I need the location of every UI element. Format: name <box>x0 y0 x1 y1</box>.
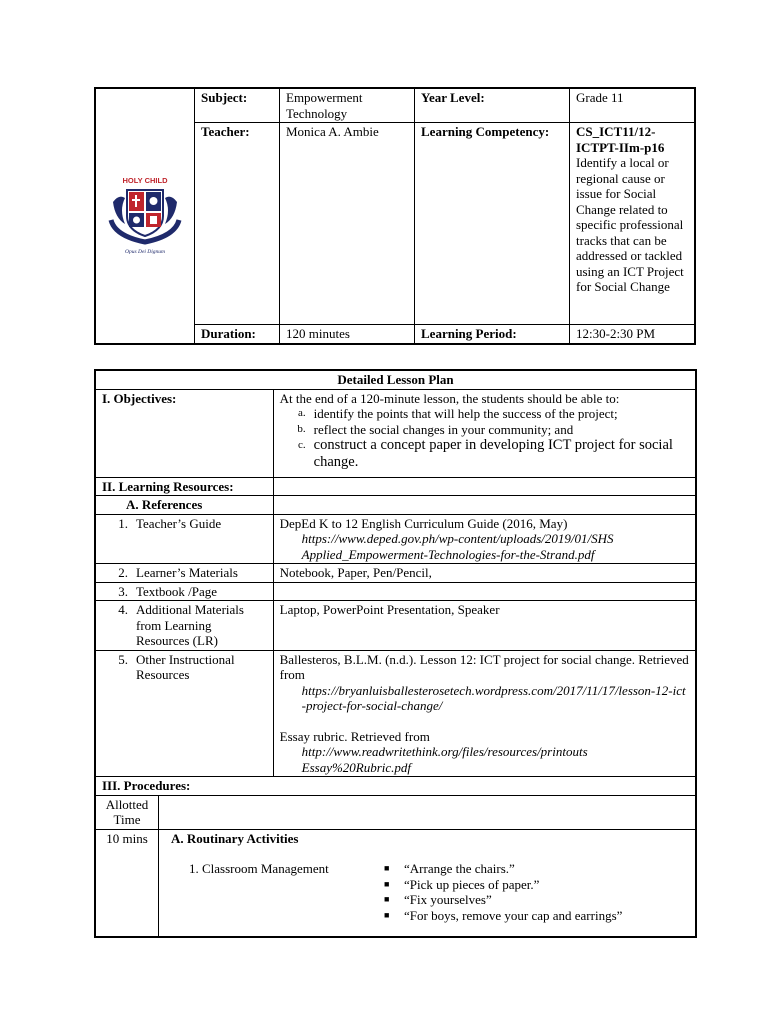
ref-value-4: Laptop, PowerPoint Presentation, Speaker <box>273 601 696 651</box>
subject-label: Subject: <box>195 88 280 123</box>
teacher-label: Teacher: <box>195 123 280 325</box>
ref-value-5: Ballesteros, B.L.M. (n.d.). Lesson 12: ICT project for social change. Retrieved from https://bryanluisballesterosetech.wordpress.com/2017/11/17/lesson-12-ict-project-for-social-change/ Essay rubric. Retrieved from http://www.readwritethink.org/files/resources/printouts Essay%20Rubric.pdf <box>273 650 696 777</box>
list-item: ■ “For boys, remove your cap and earrings” <box>384 907 623 923</box>
list-item: c. construct a concept paper in developing ICT project for social change. <box>298 437 673 470</box>
ref-label-5: 5. Other Instructional Resources <box>95 650 273 777</box>
list-item: ■ “Fix yourselves” <box>384 892 492 907</box>
duration-label: Duration: <box>195 325 280 344</box>
period-label: Learning Period: <box>415 325 570 344</box>
routinary-cell <box>159 829 697 937</box>
competency-code: CS_ICT11/12-ICTPT-IIm-p16 <box>576 124 665 155</box>
management-list <box>384 861 622 923</box>
procedures-label: III. Procedures: <box>95 777 696 796</box>
ref-url-1[interactable]: https://www.deped.gov.ph/wp-content/uploads/2019/01/SHS Applied_Empowerment-Technologies-for-the-Strand.pdf <box>301 531 614 562</box>
list-item: a. identify the points that will help the success of the project; <box>298 406 618 421</box>
resources-label: II. Learning Resources: <box>95 477 273 496</box>
list-item: ■ “Pick up pieces of paper.” <box>384 876 540 892</box>
list-item: ■ “Arrange the chairs.” <box>384 861 515 876</box>
school-logo <box>105 174 185 254</box>
lesson-plan-table <box>94 369 697 938</box>
ref-value-3 <box>273 582 696 601</box>
references-label: A. References <box>95 496 273 515</box>
header-table <box>94 87 696 345</box>
competency-text: Identify a local or regional cause or issue for Social Change related to specific professional tracks that can be addressed or tackled using an ICT Project for Social Change <box>576 155 684 294</box>
ref-label-2: 2. Learner’s Materials <box>95 564 273 583</box>
logo-title: HOLY CHILD <box>122 176 168 185</box>
plan-title: Detailed Lesson Plan <box>95 370 696 389</box>
subject-value: Empowerment Technology <box>280 88 415 123</box>
ref-value-2: Notebook, Paper, Pen/Pencil, <box>273 564 696 583</box>
period-value: 12:30-2:30 PM <box>570 325 696 344</box>
objectives-list <box>280 406 689 471</box>
school-logo-cell <box>95 88 195 344</box>
time-cell: 10 mins <box>95 829 159 937</box>
ref-url-6[interactable]: http://www.readwritethink.org/files/resources/printouts Essay%20Rubric.pdf <box>301 744 588 775</box>
allotted-time-label: Allotted Time <box>95 795 159 829</box>
year-level-label: Year Level: <box>415 88 570 123</box>
logo-motto: Opus Dei Dignum <box>124 249 166 254</box>
year-level-value: Grade 11 <box>570 88 696 123</box>
duration-value: 120 minutes <box>280 325 415 344</box>
teacher-value: Monica A. Ambie <box>280 123 415 325</box>
list-item: b. reflect the social changes in your community; and <box>297 421 574 437</box>
ref-value-1: DepEd K to 12 English Curriculum Guide (2016, May) https://www.deped.gov.ph/wp-content/uploads/2019/01/SHS Applied_Empowerment-Technologies-for-the-Strand.pdf <box>273 514 696 564</box>
ref-label-3: 3. Textbook /Page <box>95 582 273 601</box>
competency-label: Learning Competency: <box>415 123 570 325</box>
objectives-label: I. Objectives: <box>95 389 273 477</box>
management-label: 1. Classroom Management <box>189 861 329 876</box>
objectives-intro: At the end of a 120-minute lesson, the students should be able to: <box>279 390 620 406</box>
ref-label-4: 4. Additional Materials from Learning Resources (LR) <box>95 601 273 651</box>
ref-label-1: 1. Teacher’s Guide <box>95 514 273 564</box>
routinary-label: A. Routinary Activities <box>171 830 299 846</box>
competency-cell <box>570 123 696 325</box>
ref-url-5[interactable]: https://bryanluisballesterosetech.wordpress.com/2017/11/17/lesson-12-ict-project-for-social-change/ <box>301 682 686 713</box>
objectives-cell <box>273 389 696 477</box>
